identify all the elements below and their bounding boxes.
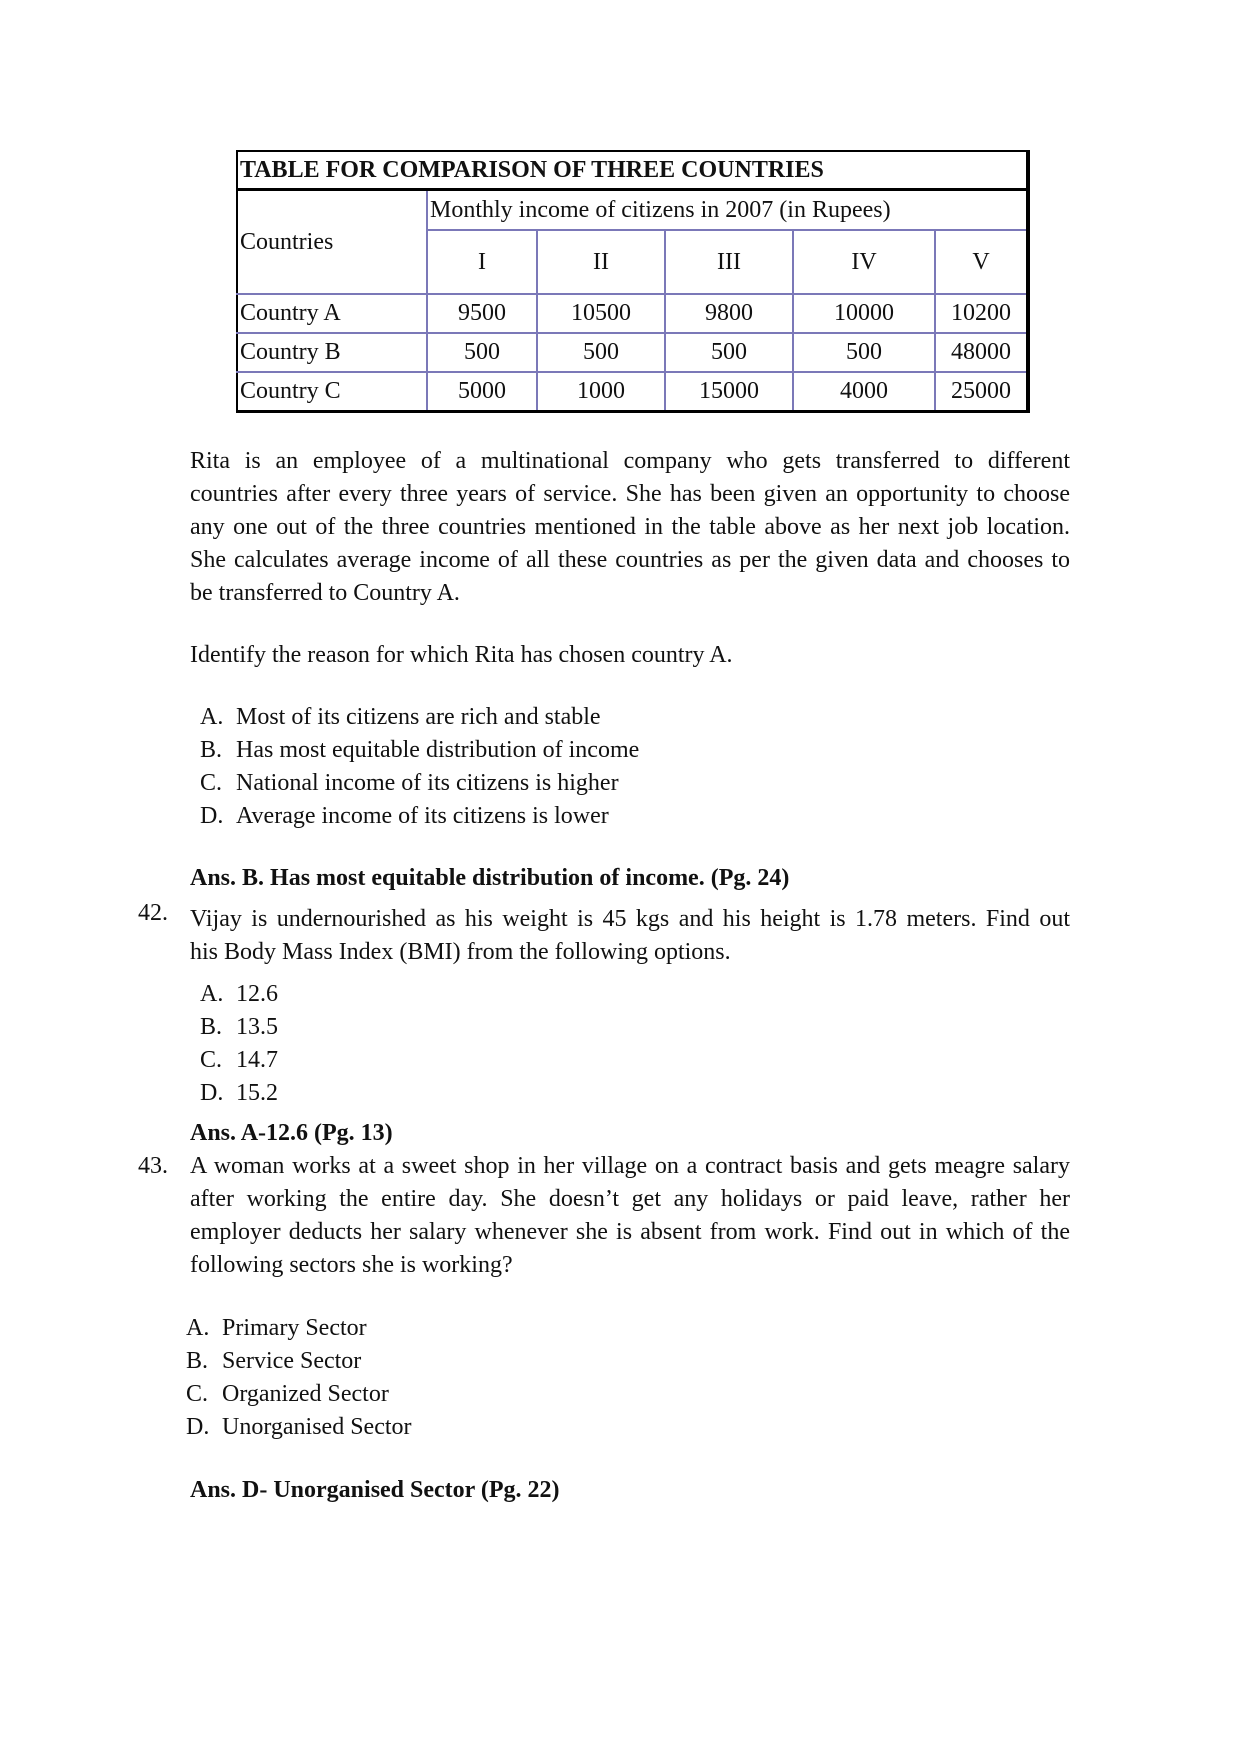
- option-item: [200, 1044, 278, 1077]
- option-letter: D.: [200, 1080, 224, 1106]
- table-title: TABLE FOR COMPARISON OF THREE COUNTRIES: [237, 151, 1028, 190]
- table-cell: 9800: [665, 294, 793, 333]
- table-cell: 48000: [935, 333, 1028, 372]
- option-letter: C.: [186, 1381, 209, 1407]
- passage-line: countries after every three years of service. She has been given an opportunity to choose: [190, 481, 1070, 507]
- table-cell: 1000: [537, 372, 665, 412]
- column-header: I: [427, 230, 537, 294]
- table-cell: 25000: [935, 372, 1028, 412]
- table-cell: 15000: [665, 372, 793, 412]
- option-item: [200, 701, 601, 734]
- row-header-countries: Countries: [237, 190, 427, 295]
- option-letter: B.: [200, 1014, 223, 1040]
- option-item: [200, 800, 609, 833]
- q43-line: employer deducts her salary whenever she is absent from work. Find out in which of the: [190, 1219, 1070, 1245]
- option-letter: B.: [200, 737, 223, 763]
- option-text: Unorganised Sector: [222, 1414, 412, 1440]
- table-cell: 10500: [537, 294, 665, 333]
- option-item: [186, 1378, 389, 1411]
- passage-line: any one out of the three countries mentioned in the table above as her next job location.: [190, 514, 1070, 540]
- span-header-income: Monthly income of citizens in 2007 (in Rupees): [427, 190, 1028, 231]
- option-text: Service Sector: [222, 1348, 362, 1374]
- option-text: Organized Sector: [222, 1381, 389, 1407]
- q41-question: Identify the reason for which Rita has chosen country A.: [190, 642, 733, 668]
- option-letter: B.: [186, 1348, 209, 1374]
- table-cell: 5000: [427, 372, 537, 412]
- option-text: Has most equitable distribution of income: [236, 737, 640, 763]
- option-text: Primary Sector: [222, 1315, 367, 1341]
- option-item: [186, 1345, 361, 1378]
- q41-answer: Ans. B. Has most equitable distribution of income. (Pg. 24): [190, 865, 790, 891]
- option-letter: A.: [200, 981, 224, 1007]
- table-cell: 500: [665, 333, 793, 372]
- option-item: [200, 734, 639, 767]
- table-cell: 9500: [427, 294, 537, 333]
- q42-answer: Ans. A-12.6 (Pg. 13): [190, 1120, 393, 1146]
- q42-number: 42.: [138, 900, 168, 926]
- option-letter: D.: [200, 803, 224, 829]
- option-item: [200, 1011, 278, 1044]
- q43-line: after working the entire day. She doesn’t get any holidays or paid leave, rather her: [190, 1186, 1070, 1212]
- option-item: [200, 767, 619, 800]
- passage-line: be transferred to Country A.: [190, 580, 460, 606]
- column-header: V: [935, 230, 1028, 294]
- table-row: [237, 372, 1028, 412]
- table-row: [237, 294, 1028, 333]
- option-text: National income of its citizens is higher: [236, 770, 619, 796]
- option-letter: A.: [200, 704, 224, 730]
- table-cell: 4000: [793, 372, 935, 412]
- table-cell: 10000: [793, 294, 935, 333]
- option-letter: A.: [186, 1315, 210, 1341]
- column-header: IV: [793, 230, 935, 294]
- row-label: Country B: [237, 333, 427, 372]
- q43-number: 43.: [138, 1153, 168, 1179]
- option-item: [200, 1077, 278, 1110]
- table-cell: 500: [537, 333, 665, 372]
- table-cell: 500: [793, 333, 935, 372]
- row-label: Country C: [237, 372, 427, 412]
- passage-line: Rita is an employee of a multinational company who gets transferred to different: [190, 448, 1070, 474]
- table-row: [237, 333, 1028, 372]
- q43-answer: Ans. D- Unorganised Sector (Pg. 22): [190, 1477, 560, 1503]
- option-letter: C.: [200, 1047, 223, 1073]
- option-letter: C.: [200, 770, 223, 796]
- q42-line: Vijay is undernourished as his weight is 45 kgs and his height is 1.78 meters. Find out: [190, 906, 1070, 932]
- row-label: Country A: [237, 294, 427, 333]
- option-item: [186, 1411, 412, 1444]
- q43-line: following sectors she is working?: [190, 1252, 513, 1278]
- column-header: III: [665, 230, 793, 294]
- option-text: Most of its citizens are rich and stable: [236, 704, 601, 730]
- option-item: [200, 978, 278, 1011]
- column-header: II: [537, 230, 665, 294]
- passage-line: She calculates average income of all these countries as per the given data and chooses to: [190, 547, 1070, 573]
- q43-line: A woman works at a sweet shop in her village on a contract basis and gets meagre salary: [190, 1153, 1070, 1179]
- comparison-table: [236, 150, 1030, 413]
- option-letter: D.: [186, 1414, 210, 1440]
- option-text: Average income of its citizens is lower: [236, 803, 609, 829]
- q42-line: his Body Mass Index (BMI) from the following options.: [190, 939, 731, 965]
- option-text: 13.5: [236, 1014, 278, 1040]
- option-text: 12.6: [236, 981, 278, 1007]
- option-text: 14.7: [236, 1047, 278, 1073]
- option-item: [186, 1312, 367, 1345]
- table-cell: 10200: [935, 294, 1028, 333]
- table-cell: 500: [427, 333, 537, 372]
- option-text: 15.2: [236, 1080, 278, 1106]
